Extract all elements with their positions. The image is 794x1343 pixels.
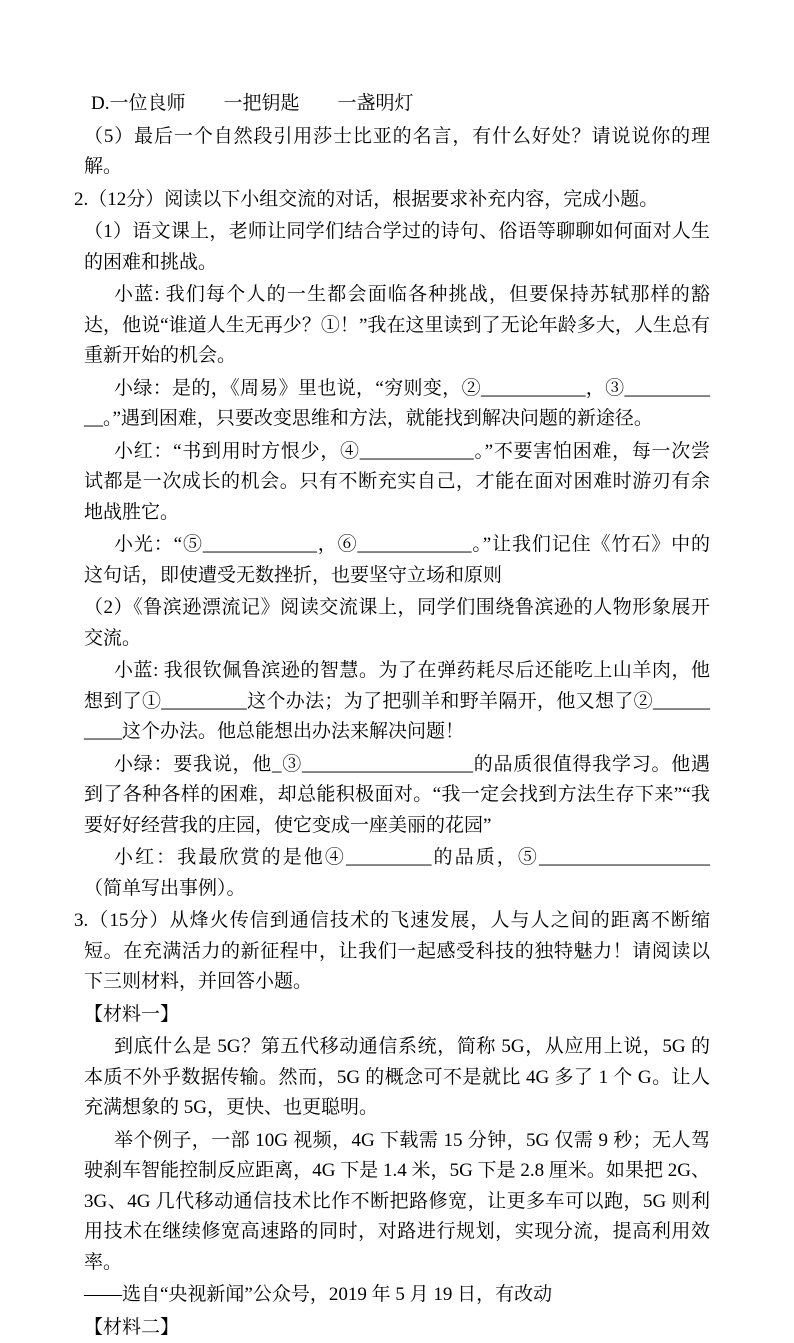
question-2-part-2: （2）《鲁滨逊漂流记》阅读交流课上，同学们围绕鲁滨逊的人物形象展开交流。 bbox=[84, 593, 710, 654]
document-body bbox=[84, 89, 710, 1343]
dialog-xiaolan-robinson: 小蓝: 我很钦佩鲁滨逊的智慧。为了在弹药耗尽后还能吃上山羊肉，他想到了①_________这个办法；为了把驯羊和野羊隔开，他又想了②__________这个办法。他总能想出办法来解决问题！ bbox=[84, 656, 710, 748]
dialog-xiaohong-robinson: 小红：我最欣赏的是他④_________的品质，⑤__________________（简单写出事例）。 bbox=[84, 843, 710, 904]
dialog-xiaohong-shudao: 小红：“书到用时方恨少，④____________。”不要害怕困难，每一次尝试都是一次成长的机会。只有不断充实自己，才能在面对困难时游刃有余地战胜它。 bbox=[84, 437, 710, 529]
material-1-heading: 【材料一】 bbox=[84, 1000, 710, 1031]
dialog-xiaoguang-zhushi: 小光：“⑤____________，⑥____________。”让我们记住《竹石》中的这句话，即使遭受无数挫折，也要坚守立场和原则 bbox=[84, 530, 710, 591]
material-1-para-2: 举个例子，一部 10G 视频，4G 下载需 15 分钟，5G 仅需 9 秒；无人驾驶刹车智能控制反应距离，4G 下是 1.4 米，5G 下是 2.8 厘米。如果把 2G、3G、4G 几代移动通信技术比作不断把路修宽，让更多车可以跑，5G 则利用技术在继续修宽高速路的同时，对路进行规划，实现分流，提高利用效率。 bbox=[84, 1126, 710, 1279]
question-1-part-5: （5）最后一个自然段引用莎士比亚的名言，有什么好处？请说说你的理解。 bbox=[84, 122, 710, 183]
material-1-para-1: 到底什么是 5G？第五代移动通信系统，简称 5G，从应用上说，5G 的本质不外乎数据传输。然而，5G 的概念可不是就比 4G 多了 1 个 G。让人充满想象的 5G，更快、也更聪明。 bbox=[84, 1032, 710, 1124]
material-2-heading: 【材料二】 bbox=[84, 1313, 710, 1343]
question-2-stem: 2.（12分）阅读以下小组交流的对话，根据要求补充内容，完成小题。 bbox=[84, 185, 710, 216]
dialog-xiaolan-sushi: 小蓝: 我们每个人的一生都会面临各种挑战，但要保持苏轼那样的豁达，他说“谁道人生无再少？①！”我在这里读到了无论年龄多大，人生总有重新开始的机会。 bbox=[84, 280, 710, 372]
material-1-source: ——选自“央视新闻”公众号，2019 年 5 月 19 日，有改动 bbox=[84, 1280, 710, 1311]
dialog-xiaolv-zhouyi: 小绿：是的，《周易》里也说，“穷则变，②___________，③___________。”遇到困难，只要改变思维和方法，就能找到解决问题的新途径。 bbox=[84, 374, 710, 435]
dialog-xiaolv-robinson: 小绿：要我说，他_③__________________的品质很值得我学习。他遇到了各种各样的困难，却总能积极面对。“我一定会找到方法生存下来”“我要好好经营我的庄园，使它变成一座美丽的花园” bbox=[84, 750, 710, 842]
option-d-row: D.一位良师 一把钥匙 一盏明灯 bbox=[84, 89, 710, 120]
question-2-part-1: （1）语文课上，老师让同学们结合学过的诗句、俗语等聊聊如何面对人生的困难和挑战。 bbox=[84, 217, 710, 278]
question-3-stem: 3.（15分）从烽火传信到通信技术的飞速发展，人与人之间的距离不断缩短。在充满活力的新征程中，让我们一起感受科技的独特魅力！请阅读以下三则材料，并回答小题。 bbox=[84, 906, 710, 998]
